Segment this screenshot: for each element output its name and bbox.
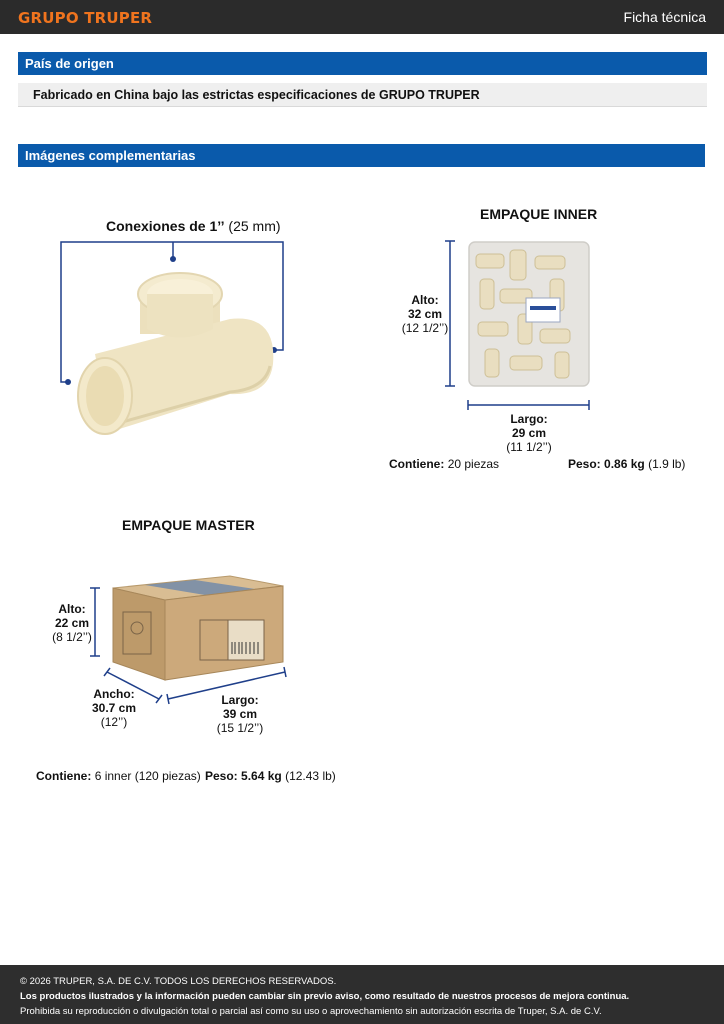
master-ancho-in: (12’’): [100, 715, 128, 729]
master-largo-in: (15 1/2’’): [216, 721, 264, 735]
inner-contiene-label: Contiene:: [389, 457, 445, 471]
fitting-caption-rest: (25 mm): [228, 218, 281, 234]
master-alto-label: Alto:: [58, 602, 86, 616]
fitting-caption: [106, 218, 281, 234]
inner-alto-cm: 32 cm: [407, 307, 443, 321]
inner-largo-label: Largo:: [510, 412, 548, 426]
document-title: Ficha técnica: [623, 9, 706, 25]
callout-dot-top: [170, 256, 176, 262]
inner-title: EMPAQUE INNER: [480, 206, 598, 222]
master-ancho-cm: 30.7 cm: [91, 701, 137, 715]
master-alto-cm: 22 cm: [54, 616, 90, 630]
images-heading: Imágenes complementarias: [25, 148, 196, 163]
origin-section-header: [18, 52, 707, 75]
brand-logo: GRUPO TRUPER: [18, 9, 153, 27]
callout-dot-left: [65, 379, 71, 385]
inner-largo-in: (11 1/2’’): [506, 440, 552, 454]
master-weight: [205, 769, 336, 783]
master-peso-label: Peso:: [205, 769, 238, 783]
inner-peso-label: Peso:: [568, 457, 601, 471]
master-contiene-value: 6 inner (120 piezas): [94, 769, 201, 783]
master-ancho-label: Ancho:: [93, 687, 135, 701]
fitting-caption-bold: Conexiones de 1’’: [106, 218, 225, 234]
master-box-illustration: [85, 572, 315, 702]
master-contents: [36, 769, 201, 783]
footer-prohibition: Prohibida su reproducción o divulgación total o parcial así como su uso o aprovechamiento sin autorización escrita de Truper, S.A. de C.V.: [20, 1006, 602, 1017]
inner-peso-lb: (1.9 lb): [648, 457, 686, 471]
inner-weight: [568, 457, 685, 471]
inner-length-dimension-line: [468, 400, 589, 410]
origin-text: Fabricado en China bajo las estrictas especificaciones de GRUPO TRUPER: [33, 87, 480, 102]
footer: [0, 965, 724, 1024]
footer-notice: Los productos ilustrados y la información pueden cambiar sin previo aviso, como resultado de nuestros procesos de mejora continua.: [20, 991, 630, 1002]
master-title: EMPAQUE MASTER: [122, 517, 255, 533]
master-peso-kg: 5.64 kg: [241, 769, 282, 783]
inner-alto-in: (12 1/2’’): [401, 321, 449, 335]
inner-peso-kg: 0.86 kg: [604, 457, 645, 471]
origin-heading: País de origen: [25, 56, 114, 71]
inner-contiene-value: 20 piezas: [447, 457, 500, 471]
master-largo-label: Largo:: [221, 693, 259, 707]
origin-text-box: [18, 83, 707, 107]
master-length-label: [210, 693, 270, 735]
inner-alto-label: Alto:: [411, 293, 439, 307]
images-section-header: [18, 144, 705, 167]
master-alto-in: (8 1/2’’): [52, 630, 92, 644]
footer-copyright: © 2026 TRUPER, S.A. DE C.V. TODOS LOS DERECHOS RESERVADOS.: [20, 976, 337, 987]
master-largo-cm: 39 cm: [222, 707, 258, 721]
master-height-label: [44, 602, 100, 644]
inner-contents: [389, 457, 499, 471]
top-bar: [0, 0, 724, 34]
inner-largo-cm: 29 cm: [511, 426, 547, 440]
master-width-label: [84, 687, 144, 729]
tee-fitting-illustration: [55, 234, 295, 444]
master-contiene-label: Contiene:: [36, 769, 92, 783]
master-peso-lb: (12.43 lb): [285, 769, 336, 783]
inner-length-label: [498, 412, 560, 454]
inner-package-illustration: [440, 234, 600, 414]
inner-height-label: [396, 293, 454, 335]
